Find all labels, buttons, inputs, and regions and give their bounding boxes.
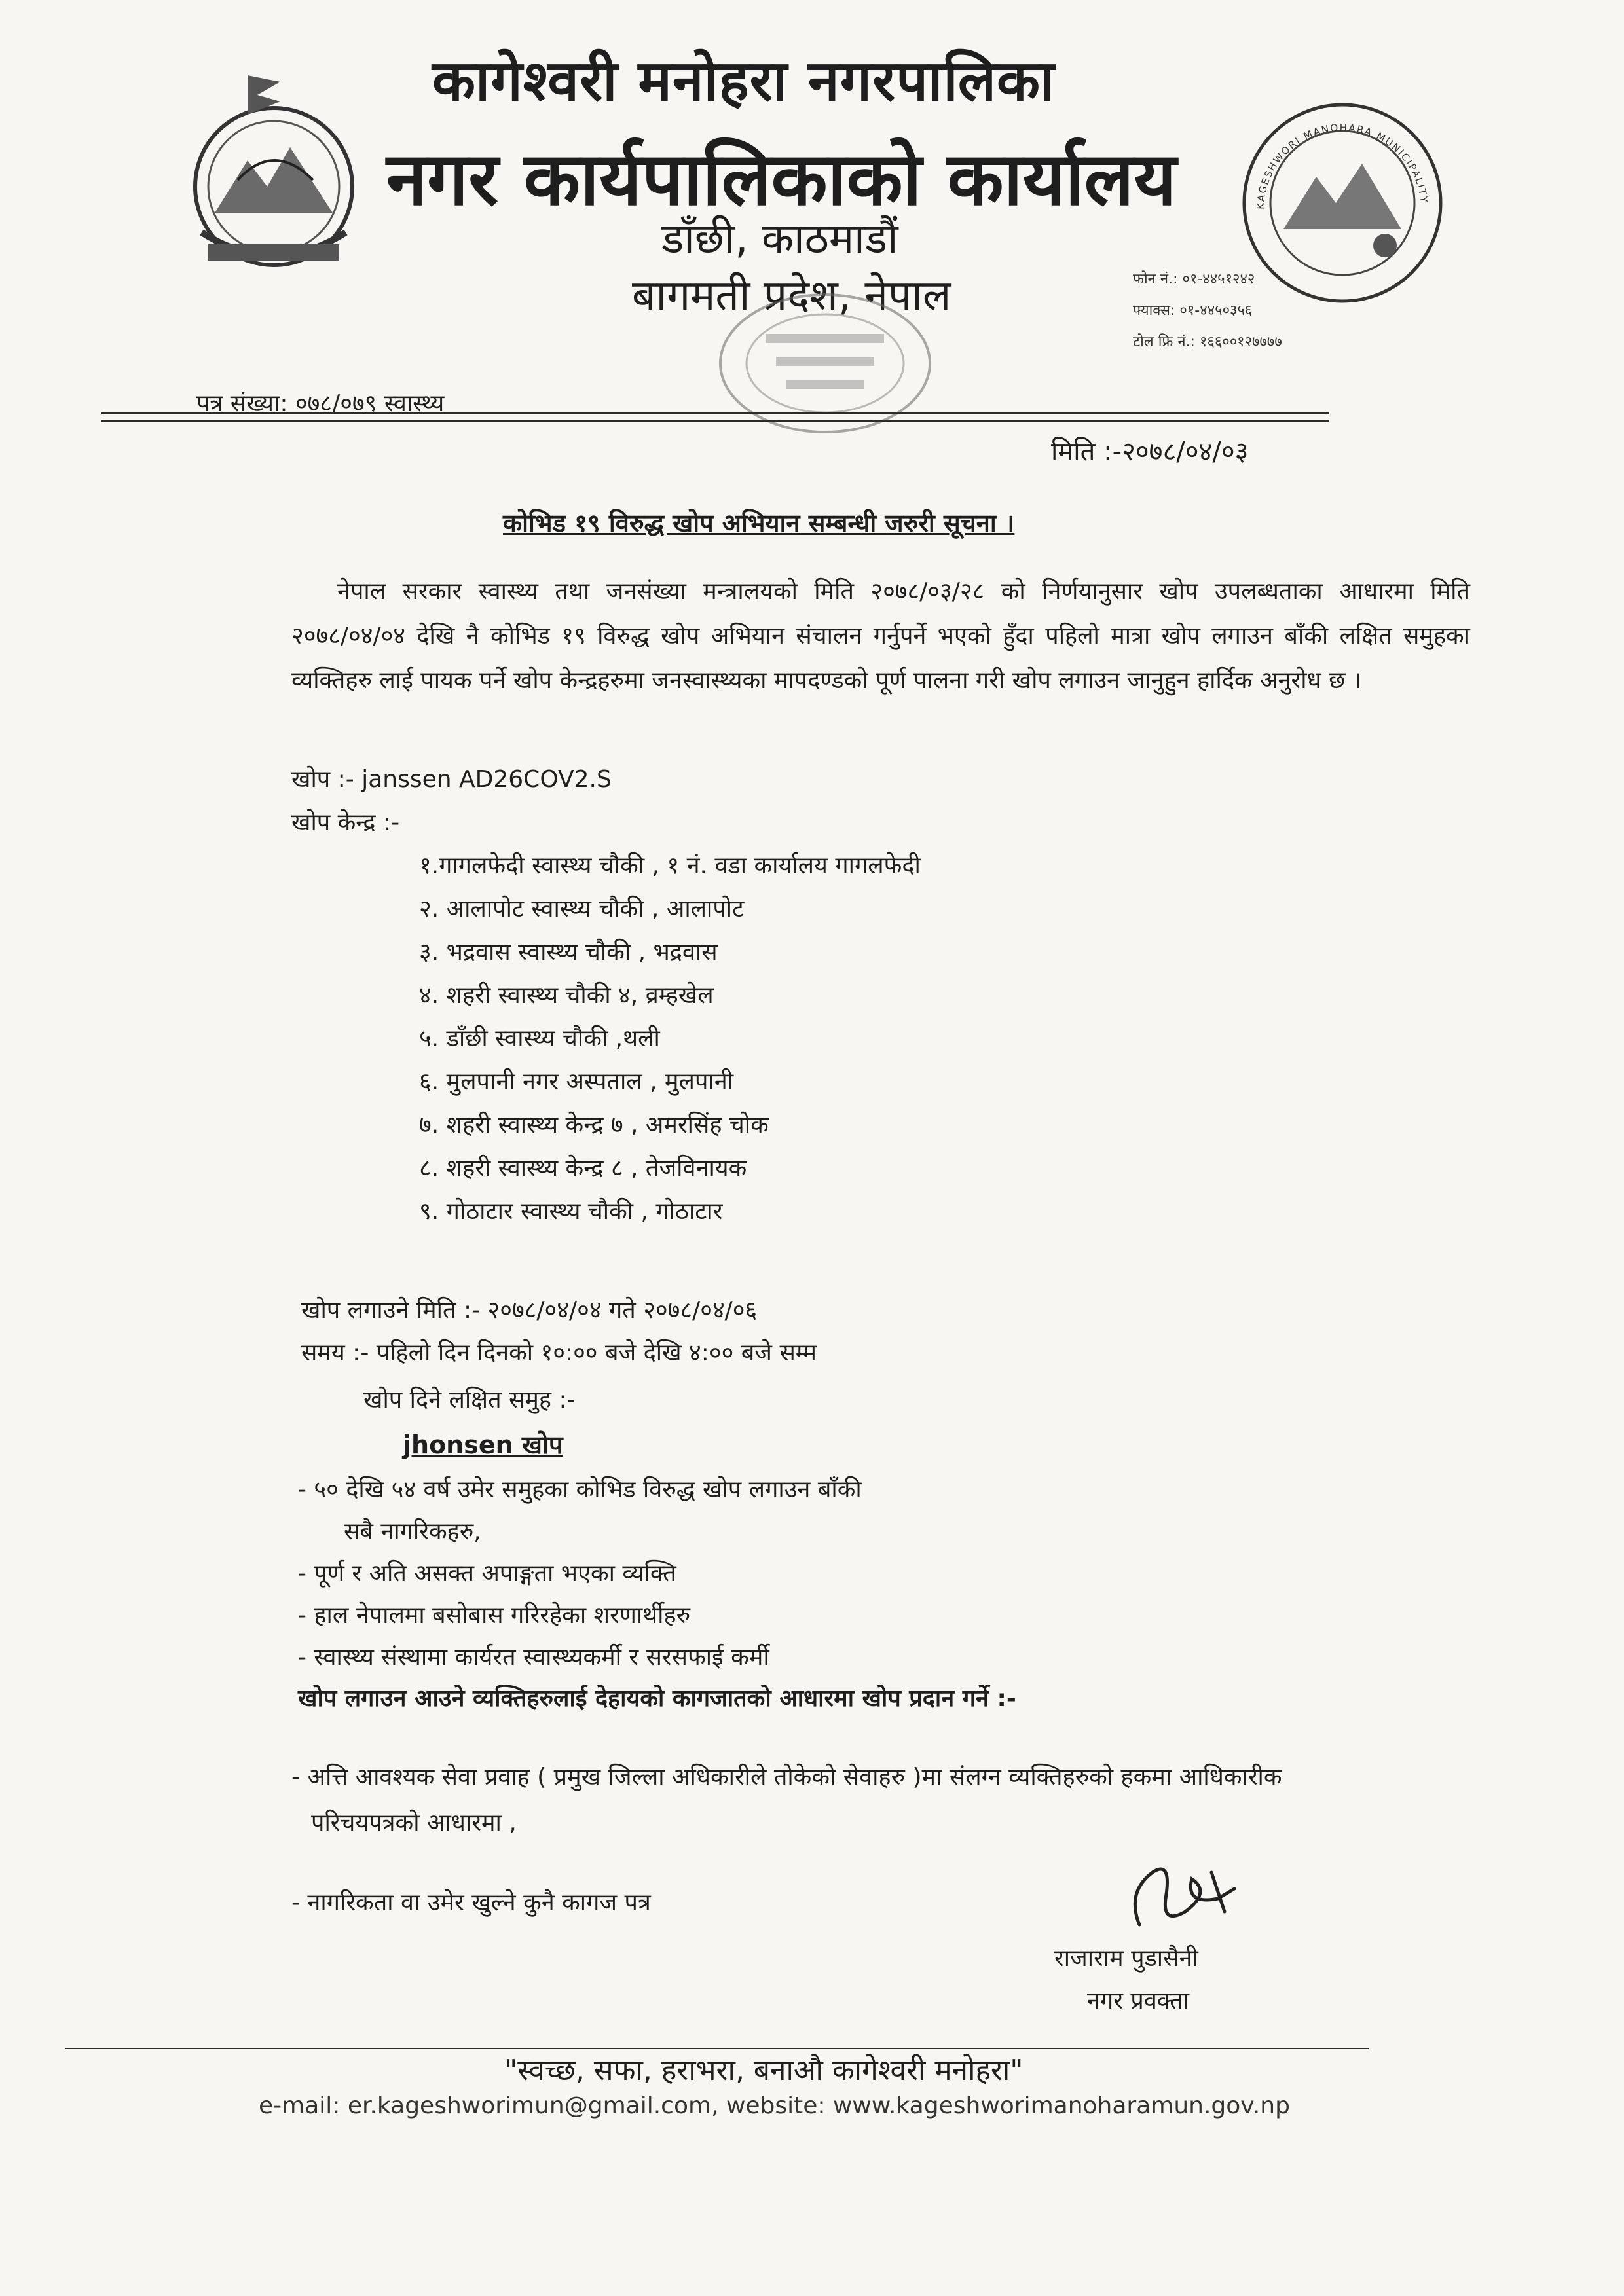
- letter-date: मिति :-२०७८/०४/०३: [1051, 437, 1249, 467]
- list-item: ४. शहरी स्वास्थ्य चौकी ४, व्रम्हखेल: [419, 982, 714, 1009]
- list-item: - पूर्ण र अति असक्त अपाङ्गता भएका व्यक्ति: [298, 1560, 676, 1587]
- seal-text: KAGESHWORI MANOHARA MUNICIPALITY: [1254, 121, 1430, 210]
- vaccination-date: खोप लगाउने मिति :- २०७८/०४/०४ गते २०७८/०४/०६: [301, 1297, 758, 1324]
- toll-free-number: टोल फ्रि नं.: १६६००१२७७७७: [1133, 334, 1282, 350]
- list-item: ३. भद्रवास स्वास्थ्य चौकी , भद्रवास: [419, 939, 718, 966]
- signature-icon: [1113, 1853, 1244, 1938]
- office-name: नगर कार्यपालिकाको कार्यालय: [386, 137, 1177, 222]
- reference-number: पत्र संख्या: ०७८/०७९ स्वास्थ्य: [196, 390, 445, 417]
- list-item: ९. गोठाटार स्वास्थ्य चौकी , गोठाटार: [419, 1198, 723, 1225]
- list-item: - अत्ति आवश्यक सेवा प्रवाह ( प्रमुख जिल्ला अधिकारीले तोकेको सेवाहरु )मा संलग्न व्यक्तिहरुको हकमा आधिकारीक: [291, 1764, 1282, 1791]
- vaccine-line: खोप :- janssen AD26COV2.S: [291, 766, 612, 793]
- header-divider: [101, 412, 1329, 414]
- documents-note: खोप लगाउन आउने व्यक्तिहरुलाई देहायको कागजातको आधारमा खोप प्रदान गर्ने :-: [298, 1685, 1016, 1712]
- list-item: - ५० देखि ५४ वर्ष उमेर समुहका कोभिड विरुद्ध खोप लगाउन बाँकी: [298, 1476, 862, 1503]
- signatory-name: राजाराम पुडासैनी: [1054, 1945, 1198, 1972]
- list-item: ६. मुलपानी नगर अस्पताल , मुलपानी: [419, 1068, 734, 1095]
- list-item: - स्वास्थ्य संस्थामा कार्यरत स्वास्थ्यकर्मी र सरसफाई कर्मी: [298, 1644, 769, 1671]
- municipality-seal-icon: [1238, 98, 1447, 308]
- list-item: ७. शहरी स्वास्थ्य केन्द्र ७ , अमरसिंह चोक: [419, 1112, 769, 1139]
- target-groups-list: [298, 1469, 862, 1679]
- nepal-emblem-icon: [175, 69, 372, 285]
- header-divider-secondary: [101, 420, 1329, 422]
- letter-body: [291, 570, 1470, 703]
- body-paragraph: नेपाल सरकार स्वास्थ्य तथा जनसंख्या मन्त्रालयको मिति २०७८/०३/२८ को निर्णयानुसार खोप उपलब्धताका आधारमा मिति २०७८/०४/०४ देखि नै कोभिड १९ विरुद्ध खोप अभियान संचालन गर्नुपर्ने भएको हुँदा पहिलो मात्रा खोप लगाउन बाँकी लक्षित समुहका व्यक्तिहरु लाई पायक पर्ने खोप केन्द्रहरुमा जनस्वास्थ्यका मापदण्डको पूर्ण पालना गरी खोप लगाउन जानुहुन हार्दिक अनुरोध छ ।: [291, 578, 1470, 694]
- list-item: परिचयपत्रको आधारमा ,: [311, 1810, 517, 1836]
- signatory-title: नगर प्रवक्ता: [1087, 1988, 1190, 2014]
- list-item: १.गागलफेदी स्वास्थ्य चौकी , १ नं. वडा कार्यालय गागलफेदी: [419, 852, 921, 879]
- list-item: २. आलापोट स्वास्थ्य चौकी , आलापोट: [419, 896, 745, 922]
- footer-slogan: "स्वच्छ, सफा, हराभरा, बनाऔ कागेश्वरी मनोहरा": [504, 2054, 1024, 2087]
- list-item: - हाल नेपालमा बसोबास गरिरहेका शरणार्थीहरु: [298, 1602, 691, 1629]
- address-line1: डाँछी, काठमाडौं: [661, 215, 898, 263]
- centers-label: खोप केन्द्र :-: [291, 809, 400, 836]
- target-group-label: खोप दिने लक्षित समुह :-: [363, 1387, 576, 1413]
- office-stamp-icon: [714, 288, 936, 439]
- phone-number: फोन नं.: ०१-४४५१२४२: [1133, 271, 1255, 287]
- footer-contact: e-mail: er.kageshworimun@gmail.com, website: www.kageshworimanoharamun.gov.np: [259, 2092, 1290, 2119]
- address-line2: बागमती प्रदेश, नेपाल: [632, 272, 951, 320]
- list-item: सबै नागरिकहरु,: [344, 1518, 481, 1545]
- fax-number: फ्याक्स: ०१-४४५०३५६: [1133, 302, 1253, 319]
- list-item: ८. शहरी स्वास्थ्य केन्द्र ८ , तेजविनायक: [419, 1155, 747, 1182]
- target-heading: jhonsen खोप: [403, 1430, 563, 1459]
- vaccination-centers-list: [419, 845, 921, 1233]
- letter-subject: कोभिड १९ विरुद्ध खोप अभियान सम्बन्धी जरुरी सूचना ।: [503, 509, 1015, 538]
- list-item: - नागरिकता वा उमेर खुल्ने कुनै कागज पत्र: [291, 1889, 651, 1916]
- list-item: ५. डाँछी स्वास्थ्य चौकी ,थली: [419, 1025, 660, 1052]
- vaccination-time: समय :- पहिलो दिन दिनको १०:०० बजे देखि ४:०० बजे सम्म: [301, 1339, 817, 1366]
- municipality-name: कागेश्वरी मनोहरा नगरपालिका: [432, 48, 1056, 114]
